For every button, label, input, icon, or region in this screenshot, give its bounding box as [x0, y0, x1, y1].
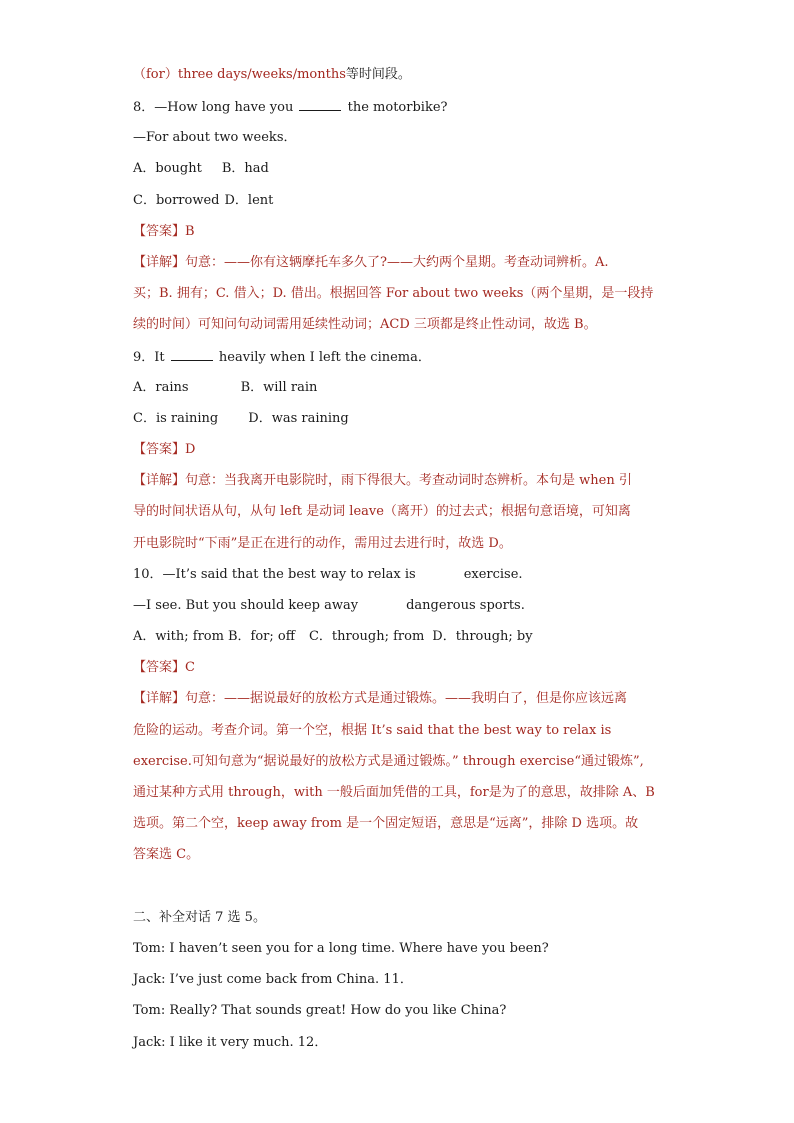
question-9-options-row-2 — [133, 410, 349, 428]
question-9-explanation-line: 导的时间状语从句，从句 left 是动词 leave（离开）的过去式；根据句意语境，可知离 — [133, 504, 631, 519]
explanation-tag: 【详解】 — [133, 255, 186, 270]
explanation-text: 句意：——据说最好的放松方式是通过锻炼。——我明白了，但是你应该远离 — [185, 691, 628, 706]
reply-part: —I see. But you should keep away — [133, 598, 359, 613]
question-8-answer — [133, 223, 195, 241]
option-d: D．was raining — [248, 411, 349, 426]
explanation-text: 句意：当我离开电影院时，雨下得很大。考查动词时态辨析。本句是 when 引 — [185, 473, 632, 488]
dialogue-line: Tom: I haven’t seen you for a long time. Where have you been? — [133, 941, 549, 956]
option-a: A．with; from — [133, 629, 224, 644]
stem-part: 8．—How long have you — [133, 100, 294, 115]
answer-tag: 【答案】 — [133, 442, 186, 457]
question-8-explanation-line: 买；B. 拥有；C. 借入；D. 借出。根据回答 For about two weeks（两个星期，是一段持 — [133, 286, 654, 301]
stem-part: the motorbike? — [347, 100, 448, 115]
answer-value: B — [185, 224, 195, 239]
answer-tag: 【答案】 — [133, 224, 186, 239]
question-8-options-row-1 — [133, 160, 269, 178]
option-b: B．will rain — [240, 380, 318, 395]
option-c: C．is raining — [133, 411, 219, 426]
option-a: A．bought — [133, 161, 202, 176]
option-d: D．through; by — [432, 629, 533, 644]
time-phrase: （for）three days/weeks/months — [133, 67, 346, 82]
stem-part: exercise. — [463, 567, 523, 582]
stem-part: heavily when I left the cinema． — [218, 350, 431, 365]
question-9-explanation-line — [133, 472, 632, 490]
answer-blank — [171, 348, 213, 361]
question-10-explanation-line: 危险的运动。考查介词。第一个空，根据 It’s said that the best way to relax is — [133, 723, 612, 738]
question-10-explanation-line: 选项。第二个空，keep away from 是一个固定短语，意思是“远离”，排除 D 选项。故 — [133, 816, 639, 831]
text-fragment: 等时间段。 — [345, 67, 411, 82]
question-10-explanation-line: 答案选 C。 — [133, 847, 200, 862]
question-10-answer — [133, 659, 195, 677]
option-b: B．for; off — [227, 629, 295, 644]
question-8-reply: —For about two weeks． — [133, 130, 297, 145]
question-9-explanation-line: 开电影院时“下雨”是正在进行的动作，需用过去进行时，故选 D。 — [133, 536, 512, 551]
stem-part: 10．—It’s said that the best way to relax is — [133, 567, 416, 582]
question-8-explanation-line: 续的时间）可知问句动词需用延续性动词；ACD 三项都是终止性动词，故选 B。 — [133, 317, 597, 332]
answer-tag: 【答案】 — [133, 660, 186, 675]
dialogue-line: Tom: Really? That sounds great! How do you like China? — [133, 1003, 507, 1018]
question-9-options-row-1 — [133, 379, 317, 397]
question-10-stem — [133, 566, 523, 584]
answer-blank — [299, 98, 341, 111]
explanation-tag: 【详解】 — [133, 691, 186, 706]
option-c: C．through; from — [308, 629, 425, 644]
option-a: A．rains — [133, 380, 189, 395]
explanation-tag: 【详解】 — [133, 473, 186, 488]
question-8-options-row-2 — [133, 192, 273, 210]
option-d: D．lent — [224, 193, 274, 208]
option-c: C．borrowed — [133, 193, 220, 208]
stem-part: 9．It — [133, 350, 165, 365]
question-10-explanation-line: 通过某种方式用 through，with 一般后面加凭借的工具，for是为了的意思，故排除 A、B — [133, 785, 655, 800]
question-8-stem — [133, 98, 448, 117]
reply-part: dangerous sports. — [406, 598, 525, 613]
question-9-stem — [133, 348, 431, 367]
question-10-explanation-line — [133, 690, 627, 708]
option-b: B．had — [221, 161, 269, 176]
question-9-answer — [133, 441, 195, 459]
dialogue-line: Jack: I like it very much. 12． — [133, 1035, 328, 1050]
question-10-reply — [133, 597, 525, 615]
text-line — [133, 66, 411, 84]
question-10-options — [133, 628, 533, 646]
explanation-text: 句意：——你有这辆摩托车多久了?——大约两个星期。考查动词辨析。A. — [185, 255, 609, 270]
answer-value: C — [185, 660, 195, 675]
section-2-title: 二、补全对话 7 选 5。 — [133, 910, 266, 925]
answer-value: D — [185, 442, 196, 457]
question-8-explanation-line — [133, 254, 609, 272]
dialogue-line: Jack: I’ve just come back from China. 11． — [133, 972, 413, 987]
question-10-explanation-line: exercise.可知句意为“据说最好的放松方式是通过锻炼。” through exercise“通过锻炼”, — [133, 754, 644, 769]
